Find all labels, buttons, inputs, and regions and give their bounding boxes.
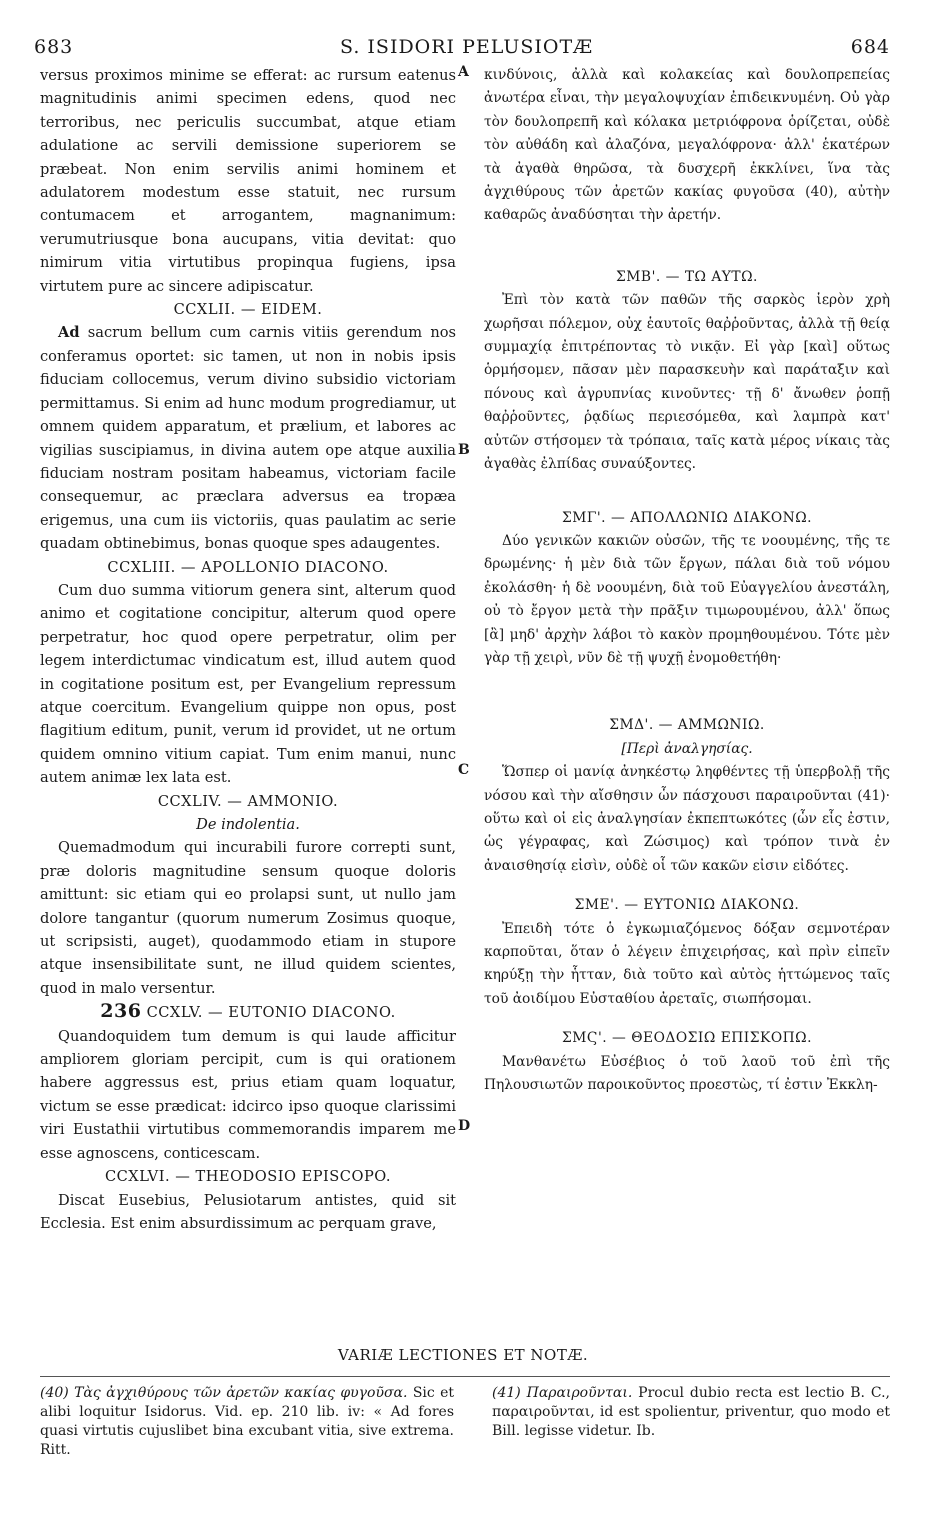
spacer [484, 228, 890, 266]
margin-letter-c: C [458, 762, 470, 778]
greek-heading-245: ΣΜΕ'. — ΕΥΤΟΝΙΩ ΔΙΑΚΟΝΩ. [574, 897, 800, 914]
note-41-greek: (41) Παραιροῦνται. [492, 1385, 633, 1401]
latin-paragraph-244: Quemadmodum qui incurabili furore correpti sunt, præ doloris magnitudine sensum quoque doloris amittunt: sic etiam qui eo prolapsi sunt, ut nullo jam dolore tangantur (quorum numerum Zosimus quoque, ut scripsisti, auget), quodammodo etiam in stupore atque insensibilitate sunt, ne illud quidem scientes, quod in malo versentur. [40, 839, 456, 997]
greek-heading-243: ΣΜΓ'. — ΑΠΟΛΛΩΝΙΩ ΔΙΑΚΟΝΩ. [561, 509, 813, 526]
greek-paragraph-245: Ἐπειδὴ τότε ὁ ἐγκωμιαζόμενος δόξαν σεμνοτέραν καρποῦται, ὅταν ὁ λέγειν ἐπιχειρήσας, καὶ πρὶν εἰπεῖν κηρύξῃ τὴν ἧτταν, διὰ τοῦτο καὶ αὐτὸς ἡττώμενος ταῖς τοῦ ἀοιδίμου Εὐσταθίου ἀρεταῖς, σιωπήσομαι. [484, 920, 890, 1007]
latin-paragraph-246: Discat Eusebius, Pelusiotarum antistes, quid sit Ecclesia. Est enim absurdissimum ac perquam grave, [40, 1191, 456, 1232]
latin-intro: versus proximos minime se efferat: ac rursum eatenus magnitudinis animi specimen edens, quod nec terroribus, nec periculis succumbat, atque etiam adulatione ac servili demissione superiorem se præbeat. Non enim servilis animi hominem et adulatorem modestum esse statuit, nec rursum contumacem et arrogantem, magnanimum: verumutriusque bona aucupans, vitia devitat: quo nimirum vitia virtutibus propinqua fugiens, ipsa virtutem pure ac sincere adipiscatur. [40, 67, 456, 295]
latin-heading-242: CCXLII. — EIDEM. [173, 301, 323, 319]
note-40-text: Sic et alibi loquitur Isidorus. Vid. ep. 210 lib. iv: « Ad fores quasi virtutis cujuslibet bina excubant vitia, sive extrema. Ritt. [40, 1385, 454, 1458]
column-number-right: 684 [850, 36, 890, 58]
greek-column [484, 64, 890, 1097]
greek-paragraph-243: Δύο γενικῶν κακιῶν οὐσῶν, τῆς τε νοουμένης, τῆς τε δρωμένης· ἡ μὲν διὰ τῶν ἔργων, πάλαι διὰ τοῦ νόμου ἐκολάσθη· ἡ δὲ νοουμένη, διὰ τοῦ Εὐαγγελίου ἀνεστάλη, οὐ τὸ ἔργον μετὰ τὴν πρᾶξιν τιμωρουμένου, ἀλλ' ὅπως [ἂ] μηδ' ἀρχὴν λάβοι τὸ κακὸν προμηθουμένου. Τότε μὲν γὰρ τῇ χειρὶ, νῦν δὲ τῇ ψυχῇ ἐνομοθετήθη· [484, 532, 890, 666]
running-header [34, 36, 890, 62]
column-number-left: 683 [34, 36, 74, 58]
latin-subheading-244: De indolentia. [196, 816, 300, 833]
lead-word: Ad [58, 324, 80, 342]
greek-paragraph-246: Μανθανέτω Εὐσέβιος ὁ τοῦ λαοῦ τοῦ ἐπὶ τῆς Πηλουσιωτῶν παροικοῦντος προεστὼς, τί ἐστιν Ἐκκλη- [484, 1053, 890, 1094]
greek-paragraph-244: Ὥσπερ οἱ μανίᾳ ἀνηκέστῳ ληφθέντες τῇ ὑπερβολῇ τῆς νόσου καὶ τὴν αἴσθησιν ὧν πάσχουσι παραιροῦνται (41)· οὕτω καὶ οἱ εἰς ἀναλγησίαν ἐκπεπτωκότες (ὧν εἷς ἐστιν, ὡς γέγραφας, καὶ Ζώσιμος) καὶ τρόπον τινὰ ἐν ἀναισθησίᾳ εἰσὶν, οὐδὲ οἷ τῶν κακῶν εἰσιν εἰδότες. [484, 764, 890, 874]
notes-rule [40, 1376, 890, 1377]
margin-letter-a: A [458, 64, 469, 80]
page-marker: 236 [100, 1000, 142, 1023]
latin-heading-246: CCXLVI. — THEODOSIO EPISCOPO. [104, 1168, 392, 1186]
spacer [484, 878, 890, 894]
latin-paragraph-245: Quandoquidem tum demum is qui laude afficitur ampliorem gloriam percipit, cum is qui orationem habere aggressus est, prius etiam quam loquatur, victum se esse prædicat: idcirco ipso quoque clarissimi viri Eustathii virtutibus commemorandis imparem me esse agnoscens, conticescam. [40, 1027, 456, 1162]
spacer [484, 1011, 890, 1027]
latin-column [40, 64, 456, 1235]
latin-paragraph-242 [40, 321, 456, 555]
latin-heading-244: CCXLIV. — AMMONIO. [157, 792, 339, 810]
margin-letter-b: B [458, 442, 470, 458]
spacer [484, 477, 890, 507]
latin-paragraph-243: Cum duo summa vitiorum genera sint, alterum quod animo et cogitatione concipitur, alterum quod opere perpetratur, hoc quod opere perpetratur, olim per legem interdictumac vindicatum est, illud autem quod in cogitatione positum est, per Evangelium repressum atque coercitum. Evangelium quippe non opus, post flagitium editum, punit, verum id providet, ut ne ortum quidem omnino vitium capiat. Tum enim manui, nunc autem animæ lex lata est. [40, 581, 456, 787]
latin-heading-245-text: CCXLV. — EUTONIO DIACONO. [146, 1004, 396, 1022]
latin-heading-243: CCXLIII. — APOLLONIO DIACONO. [107, 558, 389, 576]
note-40-greek: (40) Τὰς ἀγχιθύρους τῶν ἀρετῶν κακίας φυγοῦσα. [40, 1385, 408, 1401]
greek-heading-244: ΣΜΔ'. — ΑΜΜΩΝΙΩ. [609, 717, 765, 734]
note-41 [492, 1384, 890, 1441]
running-title: S. ISIDORI PELUSIOTÆ [340, 36, 594, 58]
greek-intro: κινδύνοις, ἀλλὰ καὶ κολακείας καὶ δουλοπρεπείας ἀνωτέρα εἶναι, τὴν μεγαλοψυχίαν ἐπιδεικνυμένη. Οὐ γὰρ τὸν δουλοπρεπῆ καὶ κόλακα μετριόφρονα ὁρίζεται, οὐδὲ τὸν αὐθάδη καὶ ἀλαζόνα, μεγαλόφρονα· ἀλλ' ἑκατέρων τὰ ἀγαθὰ θηρῶσα, τὰ δυσχερῆ ἐκκλίνει, ἵνα τὰς ἀγχιθύρους τῶν ἀρετῶν κακίας φυγοῦσα (40), αὐτὴν καθαρῶς ἀναδύσηται τὴν ἀρετήν. [484, 67, 890, 224]
notes-title: VARIÆ LECTIONES ET NOTÆ. [337, 1346, 589, 1364]
note-41-text: Procul dubio recta est lectio B. C., παραιροῦνται, id est spolientur, priventur, quo modo et Bill. legisse videtur. Ib. [492, 1385, 890, 1439]
greek-heading-242: ΣΜΒ'. — ΤΩ ΑΥΤΩ. [616, 268, 758, 285]
note-40 [40, 1384, 454, 1460]
latin-heading-245 [40, 1000, 456, 1024]
greek-heading-246: ΣΜϚ'. — ΘΕΟΔΟΣΙΩ ΕΠΙΣΚΟΠΩ. [562, 1030, 812, 1047]
greek-subheading-244: [Περὶ ἀναλγησίας. [621, 740, 753, 757]
spacer [484, 670, 890, 714]
greek-paragraph-242: Ἐπὶ τὸν κατὰ τῶν παθῶν τῆς σαρκὸς ἱερὸν χρὴ χωρῆσαι πόλεμον, οὐχ ἑαυτοῖς θαῤῥοῦντας, ἀλλὰ τῇ θείᾳ συμμαχίᾳ ἐπιτρέποντας τὸ νικᾷν. Εἰ γὰρ [καὶ] οὕτως ὁρμήσομεν, πᾶσαν μὲν παρασκευὴν καὶ παράταξιν καὶ πόνους καὶ ἀγρυπνίας κινοῦντες· τῇ δ' ἄνωθεν ῥοπῇ θαῤῥοῦντες, ῥᾳδίως περιεσόμεθα, καὶ λαμπρὰ κατ' αὐτῶν στήσομεν τὰ τρόπαια, ταῖς κατὰ μέρος νίκαις τὰς ἀγαθὰς ἐλπίδας συναύξοντες. [484, 292, 890, 473]
latin-text-242: sacrum bellum cum carnis vitiis gerendum nos conferamus oportet: sic tamen, ut non in nobis ipsis fiduciam collocemus, verum divino subsidio victoriam permittamus. Si enim ad hunc modum progrediamur, ut omnem quidem apparatum, et prælium, et labores ac vigilias suscipiamus, in divina autem ope atque auxilia fiduciam nostram positam habeamus, victoriam facile consequemur, ac præclara adversus ea tropæa erigemus, una cum iis victoriis, quas paulatim ac serie quadam obtinebimus, bonas quoque spes adaugentes. [40, 324, 457, 553]
margin-letter-d: D [458, 1118, 471, 1134]
